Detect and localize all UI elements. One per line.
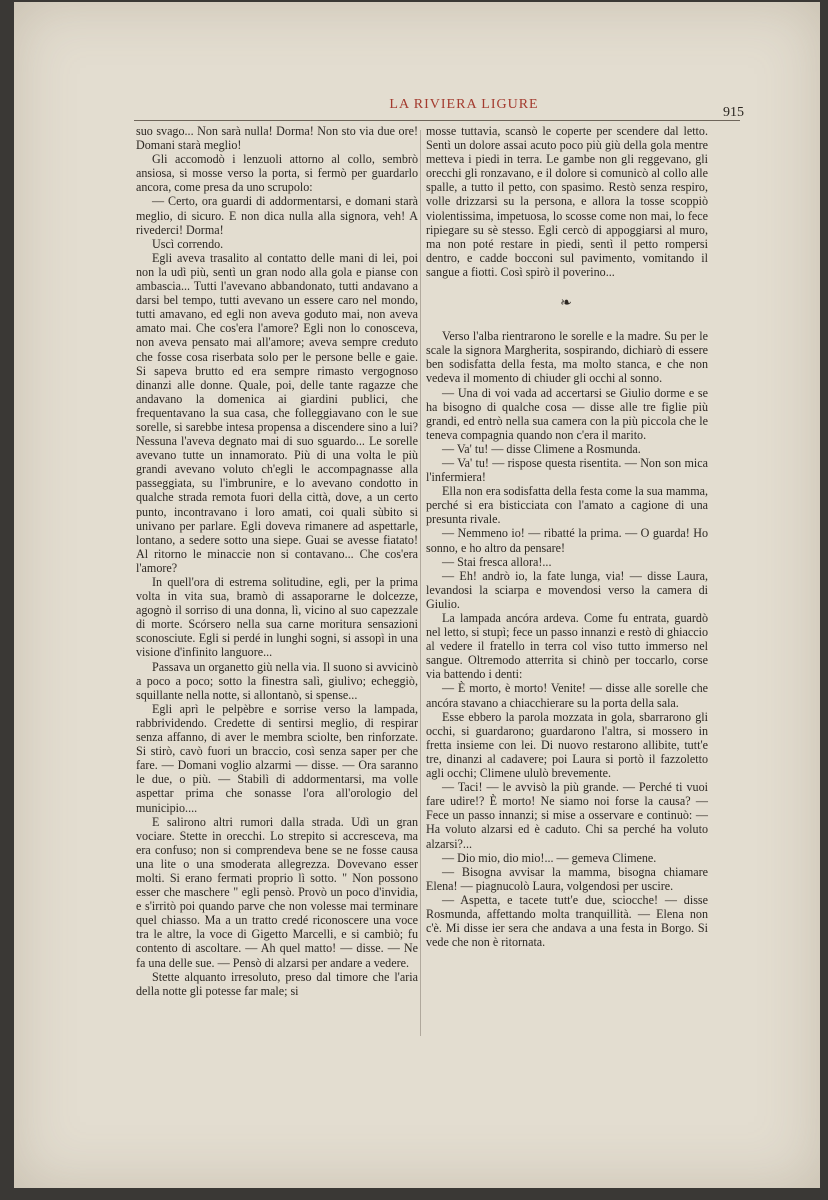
paragraph: Gli accomodò i lenzuoli attorno al collo, sembrò ansiosa, si mosse verso la porta, si fermò per guardarlo ancora, come presa da uno scrupolo: — [136, 152, 418, 195]
paragraph: Ella non era sodisfatta della festa come la sua mamma, perché si era bisticciata con l'amato a cagione di una presunta rivale. — [426, 484, 708, 527]
paragraph: — Va' tu! — disse Climene a Rosmunda. — [442, 441, 641, 456]
paragraph: mosse tuttavia, scansò le coperte per scendere dal letto. Sentì un dolore assai acuto poco più giù della gola mentre metteva i piedi in terra. Le gambe non gli reggevano, gli orecchi gli ronzavano, e il dolore si comunicò al collo alle spalle, a tutto il petto, con spasimo. Restò senza respiro, volle drizzarsi su la persona, e allora la tosse scoppiò violentissima, impetuosa, lo scosse come non mai, lo fece ripiegare su sè stesso. Egli cercò di appoggiarsi al muro, ma non poté restare in piedi, sentì il petto rompersi dentro, e cadde bocconi sul pavimento, vomitando il sangue a fiotti. Così spirò il poverino... — [426, 124, 708, 279]
section-break-ornament: ❧ — [560, 296, 574, 312]
paragraph: — Aspetta, e tacete tutt'e due, sciocche! — disse Rosmunda, affettando molta tranquillità. — Elena non c'è. Mi disse ier sera che andava a una festa in Borgo. Si vede che non è ritornata. — [426, 892, 708, 950]
paragraph: — Eh! andrò io, la fate lunga, via! — disse Laura, levandosi la sciarpa e movendosi verso la camera di Giulio. — [426, 568, 708, 611]
paragraph: Stette alquanto irresoluto, preso dal timore che l'aria della notte gli potesse far male; si — [136, 969, 418, 998]
paragraph: Egli aprì le pelpèbre e sorrise verso la lampada, rabbrividendo. Credette di sentirsi meglio, di respirar senza affanno, di aver le membra sciolte, ben rinforzate. Si stirò, cavò fuori un braccio, così senza saper per che fare. — Domani voglio alzarmi — disse. — Ora saranno le due, o più. — Stabilì di addormentarsi, ma volle aspettar prima che sonasse l'ora all'orologio del municipio.... — [136, 701, 418, 815]
paragraph: Esse ebbero la parola mozzata in gola, sbarrarono gli occhi, si guardarono; guardarono l'altra, si mossero in fretta insieme con lei. Di nuovo restarono allibite, tutt'e tre, dinanzi al cadavere; poi Laura si portò il fazzoletto agli occhi; Climene ululò brevemente. — [426, 709, 708, 781]
paragraph: — Una di voi vada ad accertarsi se Giulio dorme e se ha bisogno di qualche cosa — disse alle tre figlie più grandi, ed entrò nella sua camera con la più piccola che le teneva compagnia quando non c'era il marito. — [426, 385, 708, 442]
paragraph: La lampada ancóra ardeva. Come fu entrata, guardò nel letto, si stupì; fece un passo innanzi e restò di ghiaccio al vedere il fratello in terra col viso tutto immerso nel sangue. Oltremodo atterrita si chinò per toccarlo, corse via battendo i denti: — [426, 611, 708, 682]
paragraph: — È morto, è morto! Venite! — disse alle sorelle che ancóra stavano a chiacchierare su la porta della sala. — [426, 681, 708, 710]
column-divider — [420, 130, 421, 1036]
paragraph: — Certo, ora guardi di addormentarsi, e domani starà meglio, di sicuro. E non dica nulla alla signora, veh! A rivederci! Dorma! — [136, 194, 418, 237]
paragraph: Egli aveva trasalito al contatto delle mani di lei, poi non la udì più, sentì un gran nodo alla gola e pianse con ambascia... Tutti l'avevano abbandonato, tutti andavano a darsi bel tempo, tutti avevano un essere caro nel mondo, tutti amavano, ed egli non aveva goduto mai, non aveva amato mai. Che cos'era l'amore? Egli non lo conosceva, non aveva pensato mai all'amore; aveva sempre creduto che fosse cosa riserbata solo per le persone belle e gaie. Si sapeva brutto ed era sempre rimasto vergognoso dinanzi alle donne. Quale, poi, delle tante ragazze che andavano la domenica ai giardini publici, che frequentavano la sua casa, che folleggiavano con le sue sorelle, si sarebbe intesa propensa a discendere sino a lui? Nessuna l'aveva degnato mai di suo sguardo... Le sorelle avevano tutte un innamorato. Più di una volta le più grandi avevano voluto ch'egli le accompagnasse alla passeggiata, su l'imbrunire, e lo avevano condotto in qualche strada remota fuori della città, dove, a un certo punto, incontravano i loro amati, coi quali sùbito si univano per parlare. Egli doveva rimanere ad aspettarle, lontano, a sedere sotto una siepe. Guai se avesse fiatato! Al ritorno le minaccie non si contavano... Che cos'era l'amore? — [136, 250, 418, 575]
page-number: 915 — [723, 105, 744, 120]
paragraph: Uscì correndo. — [152, 236, 224, 251]
running-head: LA RIVIERA LIGURE — [389, 97, 539, 112]
paragraph: — Dio mio, dio mio!... — gemeva Climene. — [442, 850, 657, 865]
paragraph: suo svago... Non sarà nulla! Dorma! Non sto via due ore! Domani starà meglio! — [136, 124, 418, 153]
paragraph: In quell'ora di estrema solitudine, egli, per la prima volta in vita sua, bramò di assaporarne le dolcezze, agognò il sorriso di una donna, lì, vicino al suo capezzale di morte. Scórsero nella sua carne moritura sensazioni sconosciute. Egli si perdé in lunghi sogni, si assopì in una visione d'infinito languore... — [136, 575, 418, 660]
scan-border — [0, 1188, 828, 1200]
paragraph: — Bisogna avvisar la mamma, bisogna chiamare Elena! — piagnucolò Laura, volgendosi per uscire. — [426, 864, 708, 893]
paragraph: E salirono altri rumori dalla strada. Udì un gran vociare. Stette in orecchi. Lo strepito si accresceva, ma era confuso; non si comprendeva bene se ne fosse causa una lite o una smoderata allegrezza. Dovevano esser molti. Si erano fermati proprio lì sotto. " Non possono esser che maschere " egli pensò. Provò un poco d'invidia, e s'irritò poi quando parve che non volesse mai terminare quel chiasso. Ma a un tratto credé riconoscere una voce tra le altre, la voce di Gigetto Marcelli, e si cambiò; fu contento di ascoltare. — Ah quel matto! — disse. — Ne fa una delle sue. — Pensò di alzarsi per andare a vedere. — [136, 814, 418, 970]
right-column — [426, 124, 708, 949]
paragraph: — Nemmeno io! — ribatté la prima. — O guarda! Ho sonno, e ho altro da pensare! — [426, 526, 708, 555]
paragraph: Passava un organetto giù nella via. Il suono si avvicinò a poco a poco; sotto la finestra salì, giulivo; echeggiò, squillante nella notte, si allontanò, si spense... — [136, 659, 418, 702]
paragraph: — Stai fresca allora!... — [442, 554, 552, 569]
paragraph: — Va' tu! — rispose questa risentita. — Non son mica l'infermiera! — [426, 455, 708, 485]
magazine-page — [14, 2, 820, 1188]
header-rule — [134, 120, 740, 121]
paragraph: — Taci! — le avvisò la più grande. — Perché ti vuoi fare udire!? È morto! Ne siamo noi forse la causa? — Fece un passo innanzi; si mise a osservare e continuò: — Ha voluto alzarsi ed è caduto. Chi sa perché ha voluto alzarsi?... — [426, 780, 708, 851]
paragraph: Verso l'alba rientrarono le sorelle e la madre. Su per le scale la signora Margherita, sospirando, dichiarò di essere ben sodisfatta della festa, ma molto stanca, e che non vedeva il momento di chiuder gli occhi al sonno. — [426, 329, 708, 386]
left-column — [136, 124, 418, 998]
